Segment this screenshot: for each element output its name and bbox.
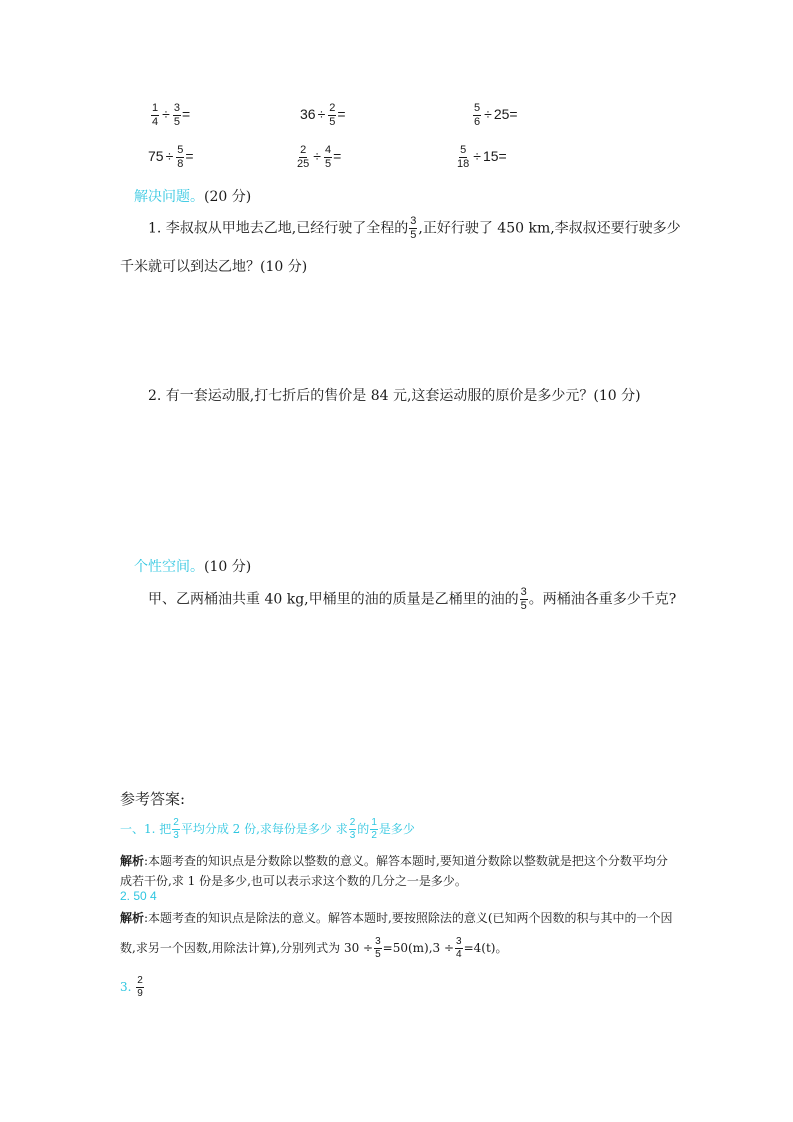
calc-1-1: $\frac{1}{4}$ ÷ $\frac{3}{5}$ = xyxy=(152,102,191,128)
fraction: $\frac{3}{5}$ xyxy=(375,936,381,960)
answer-2: 2. 50 4 xyxy=(120,889,157,903)
fraction: $\frac{1}{2}$ xyxy=(371,817,377,841)
calc-2-2: $\frac{2}{25}$ ÷ $\frac{4}{5}$ = xyxy=(297,144,342,170)
fraction: $\frac{3}{5}$ xyxy=(520,586,527,612)
fraction: $\frac{3}{5}$ xyxy=(173,102,180,128)
fraction: $\frac{5}{18}$ xyxy=(457,144,470,170)
fraction: $\frac{1}{4}$ xyxy=(152,102,159,128)
answer-3: 3. $\frac{2}{9}$ xyxy=(120,975,143,999)
fraction: $\frac{3}{5}$ xyxy=(410,215,417,241)
section-heading-solve: 解决问题。(20 分) xyxy=(134,189,252,205)
fraction: $\frac{5}{6}$ xyxy=(474,102,481,128)
explanation-1-line1: 解析:本题考查的知识点是分数除以整数的意义。解答本题时,要知道分数除以整数就是把这个分数平均分 xyxy=(120,854,668,868)
question-1: 1. 李叔叔从甲地去乙地,已经行驶了全程的 $\frac{3}{5}$ ,正好行驶了 450 km,李叔叔还要行驶多少 xyxy=(148,215,681,241)
fraction: $\frac{2}{3}$ xyxy=(349,817,356,841)
fraction: $\frac{2}{25}$ xyxy=(297,144,310,170)
calc-1-2: 36 ÷ $\frac{2}{5}$ = xyxy=(300,102,346,128)
calc-2-3: $\frac{5}{18}$ ÷ 15= xyxy=(457,144,507,170)
question-3: 甲、乙两桶油共重 40 kg,甲桶里的油的质量是乙桶里的油的 $\frac{3}{5}$ 。两桶油各重多少千克? xyxy=(148,586,677,612)
fraction: $\frac{5}{8}$ xyxy=(177,144,184,170)
fraction: $\frac{3}{4}$ xyxy=(456,936,462,960)
fraction: $\frac{4}{5}$ xyxy=(324,144,332,170)
explanation-2-line1: 解析:本题考查的知识点是除法的意义。解答本题时,要按照除法的意义(已知两个因数的积与其中的一个因 xyxy=(120,911,673,925)
fraction: $\frac{2}{3}$ xyxy=(173,817,179,841)
fraction: $\frac{2}{5}$ xyxy=(329,102,336,128)
explanation-2-line2: 数,求另一个因数,用除法计算),分别列式为 30 ÷ $\frac{3}{5}$ =50(m),3 ÷ $\frac{3}{4}$ =4(t)。 xyxy=(120,936,508,960)
question-1-line2: 千米就可以到达乙地？(10 分) xyxy=(120,259,308,275)
answer-1: 一、1. 把 $\frac{2}{3}$ 平均分成 2 份,求每份是多少 求 $\frac{2}{3}$ 的 $\frac{1}{2}$ 是多少 xyxy=(120,817,415,841)
explanation-1-line2: 成若干份,求 1 份是多少,也可以表示求这个数的几分之一是多少。 xyxy=(120,874,467,888)
calc-1-3: $\frac{5}{6}$ ÷ 25= xyxy=(474,102,518,128)
calc-2-1: 75 ÷ $\frac{5}{8}$ = xyxy=(148,144,194,170)
section-heading-personal: 个性空间。(10 分) xyxy=(134,559,252,575)
question-2: 2. 有一套运动服,打七折后的售价是 84 元,这套运动服的原价是多少元？(10 分) xyxy=(148,388,641,404)
answers-title: 参考答案: xyxy=(120,790,186,808)
fraction: $\frac{2}{9}$ xyxy=(137,975,143,999)
